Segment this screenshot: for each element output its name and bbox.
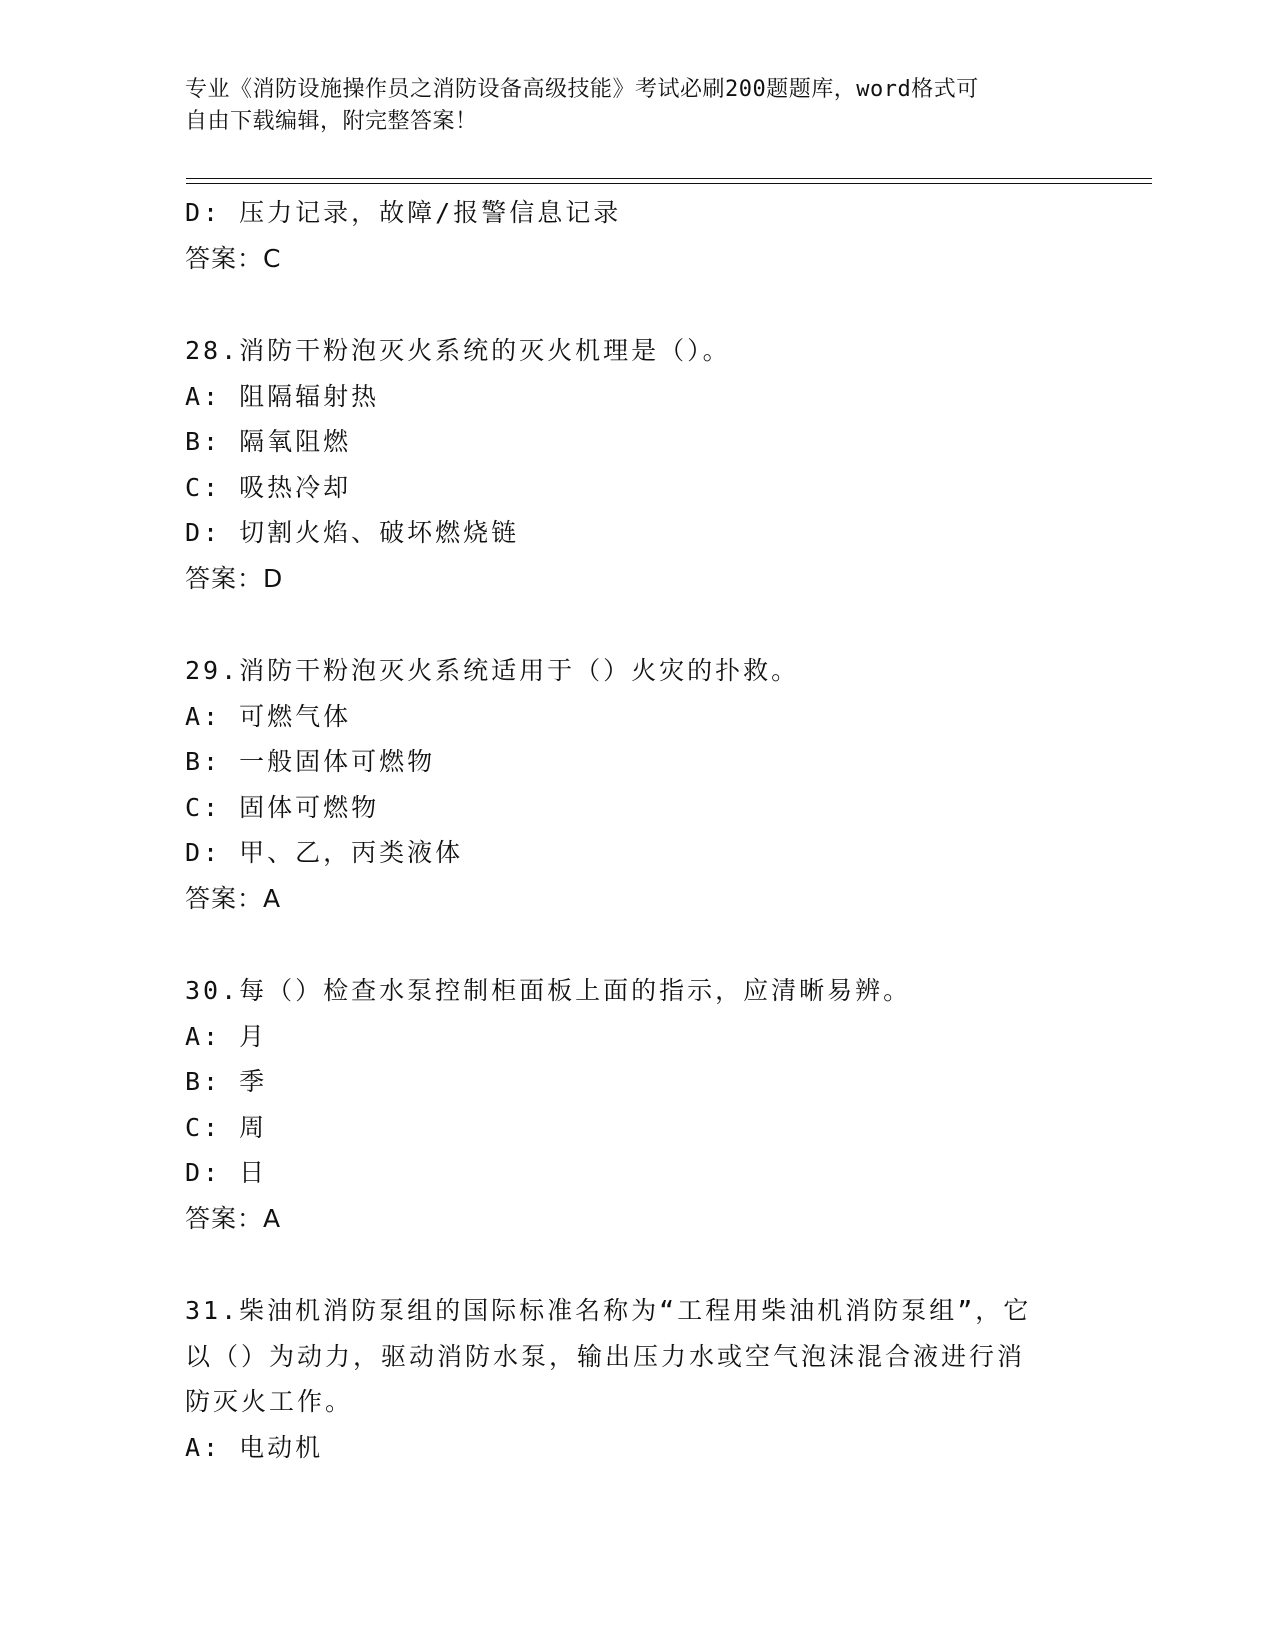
option-b: B: 隔氧阻燃 [185, 427, 352, 456]
question-content [185, 190, 1085, 1470]
document-header [185, 74, 1065, 138]
spacer [185, 281, 1085, 328]
option-b: B: 季 [185, 1067, 268, 1096]
question-stem-line-1: 31.柴油机消防泵组的国际标准名称为“工程用柴油机消防泵组”，它 [185, 1296, 1032, 1325]
question-29 [185, 648, 1085, 921]
spacer [185, 1241, 1085, 1288]
header-divider-top [186, 178, 1152, 179]
answer-line: 答案：A [185, 883, 282, 913]
option-a: A: 电动机 [185, 1432, 324, 1462]
option-d: D: 切割火焰、破坏燃烧链 [185, 518, 520, 547]
question-28 [185, 328, 1085, 601]
question-stem-line-3: 防灭火工作。 [185, 1387, 354, 1416]
option-c: C: 吸热冷却 [185, 472, 352, 502]
header-divider-bottom [186, 183, 1152, 184]
option-d: D: 日 [185, 1158, 268, 1187]
header-line-2: 自由下载编辑，附完整答案！ [185, 109, 478, 134]
answer-line: 答案：C [185, 243, 282, 273]
option-d: D: 甲、乙，丙类液体 [185, 838, 464, 867]
question-31 [185, 1288, 1085, 1470]
answer-line: 答案：A [185, 1203, 282, 1233]
question-30 [185, 968, 1085, 1241]
spacer [185, 601, 1085, 648]
question-stem: 28.消防干粉泡灭火系统的灭火机理是（）。 [185, 336, 731, 365]
option-a: A: 可燃气体 [185, 701, 352, 731]
option-c: C: 固体可燃物 [185, 792, 380, 822]
spacer [185, 921, 1085, 968]
option-a: A: 月 [185, 1021, 268, 1051]
answer-line: 答案：D [185, 563, 284, 593]
option-d: D: 压力记录，故障/报警信息记录 [185, 198, 622, 227]
option-c: C: 周 [185, 1112, 268, 1142]
question-stem-line-2: 以（）为动力，驱动消防水泵，输出压力水或空气泡沫混合液进行消 [185, 1341, 1026, 1371]
question-stem: 29.消防干粉泡灭火系统适用于（）火灾的扑救。 [185, 656, 800, 685]
header-line-1: 专业《消防设施操作员之消防设备高级技能》考试必刷200题题库，word格式可 [185, 77, 979, 102]
option-a: A: 阻隔辐射热 [185, 381, 380, 411]
option-b: B: 一般固体可燃物 [185, 747, 436, 776]
question-stem: 30.每（）检查水泵控制柜面板上面的指示，应清晰易辨。 [185, 976, 912, 1005]
